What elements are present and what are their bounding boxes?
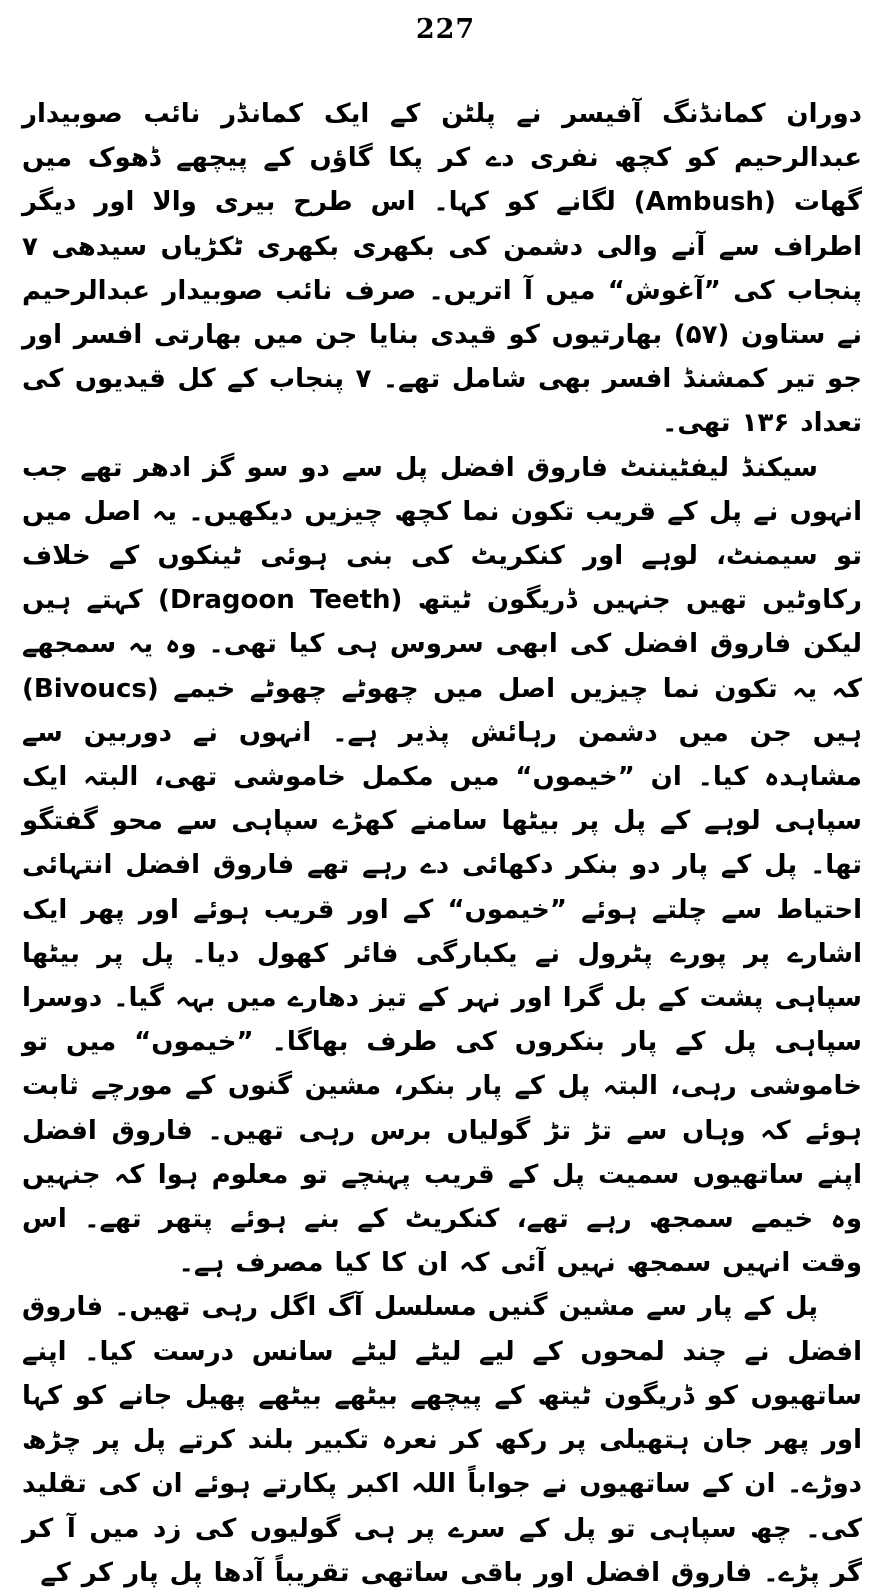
body-text [22,92,862,1595]
paragraph-dragoon-teeth: سیکنڈ لیفٹیننٹ فاروق افضل پل سے دو سو گز ادھر تھے جب انہوں نے پل کے قریب تکون نما کچھ چیزیں دیکھیں۔ یہ اصل میں تو سیمنٹ، لوہے اور کنکریٹ کی بنی ہوئی ٹینکوں کے خلاف رکاوٹیں تھیں جنہیں ڈریگون ٹیتھ (Dragoon Teeth) کہتے ہیں لیکن فاروق افضل کی ابھی سروس ہی کیا تھی۔ وہ یہ سمجھے کہ یہ تکون نما چیزیں اصل میں چھوٹے چھوٹے خیمے (Bivoucs) ہیں جن میں دشمن رہائش پذیر ہے۔ انہوں نے دوربین سے مشاہدہ کیا۔ ان ”خیموں“ میں مکمل خاموشی تھی، البتہ ایک سپاہی لوہے کے پل پر بیٹھا سامنے کھڑے سپاہی سے محو گفتگو تھا۔ پل کے پار دو بنکر دکھائی دے رہے تھے فاروق افضل انتہائی احتیاط سے چلتے ہوئے ”خیموں“ کے اور قریب ہوئے اور پھر ایک اشارے پر پورے پٹرول نے یکبارگی فائر کھول دیا۔ پل پر بیٹھا سپاہی پشت کے بل گرا اور نہر کے تیز دھارے میں بہہ گیا۔ دوسرا سپاہی پل کے پار بنکروں کی طرف بھاگا۔ ”خیموں“ میں تو خاموشی رہی، البتہ پل کے پار بنکر، مشین گنوں کے مورچے ثابت ہوئے کہ وہاں سے تڑ تڑ گولیاں برس رہی تھیں۔ فاروق افضل اپنے ساتھیوں سمیت پل کے قریب پہنچے تو معلوم ہوا کہ جنہیں وہ خیمے سمجھ رہے تھے، کنکریٹ کے بنے ہوئے پتھر تھے۔ اس وقت انہیں سمجھ نہیں آئی کہ ان کا کیا مصرف ہے۔ [22,452,863,1279]
paragraph-ambush: دوران کمانڈنگ آفیسر نے پلٹن کے ایک کمانڈر نائب صوبیدار عبدالرحیم کو کچھ نفری دے کر پکا گاؤں کے پیچھے ڈھوک میں گھات (Ambush) لگانے کو کہا۔ اس طرح بیری والا اور دیگر اطراف سے آنے والی دشمن کی بکھری بکھری ٹکڑیاں سیدھی ۷ پنجاب کی ”آغوش“ میں آ اتریں۔ صرف نائب صوبیدار عبدالرحیم نے ستاون (۵۷) بھارتیوں کو قیدی بنایا جن میں بھارتی افسر اور جو تیر کمشنڈ افسر بھی شامل تھے۔ ۷ پنجاب کے کل قیدیوں کی تعداد ۱۳۶ تھی۔ [22,99,863,439]
page-number: 227 [415,14,476,45]
paragraph-bridge-charge: پل کے پار سے مشین گنیں مسلسل آگ اگل رہی تھیں۔ فاروق افضل نے چند لمحوں کے لیے لیٹے لیٹے سانس درست کیا۔ اپنے ساتھیوں کو ڈریگون ٹیتھ کے پیچھے بیٹھے بیٹھے پھیل جانے کو کہا اور پھر جان ہتھیلی پر رکھ کر نعرہ تکبیر بلند کرتے پل پر چڑھ دوڑے۔ ان کے ساتھیوں نے جواباً اللہ اکبر پکارتے ہوئے ان کی تقلید کی۔ چھ سپاہی تو پل کے سرے پر ہی گولیوں کی زد میں آ کر گر پڑے۔ فاروق افضل اور باقی ساتھی تقریباً آدھا پل پار کر کے [22,1292,862,1588]
